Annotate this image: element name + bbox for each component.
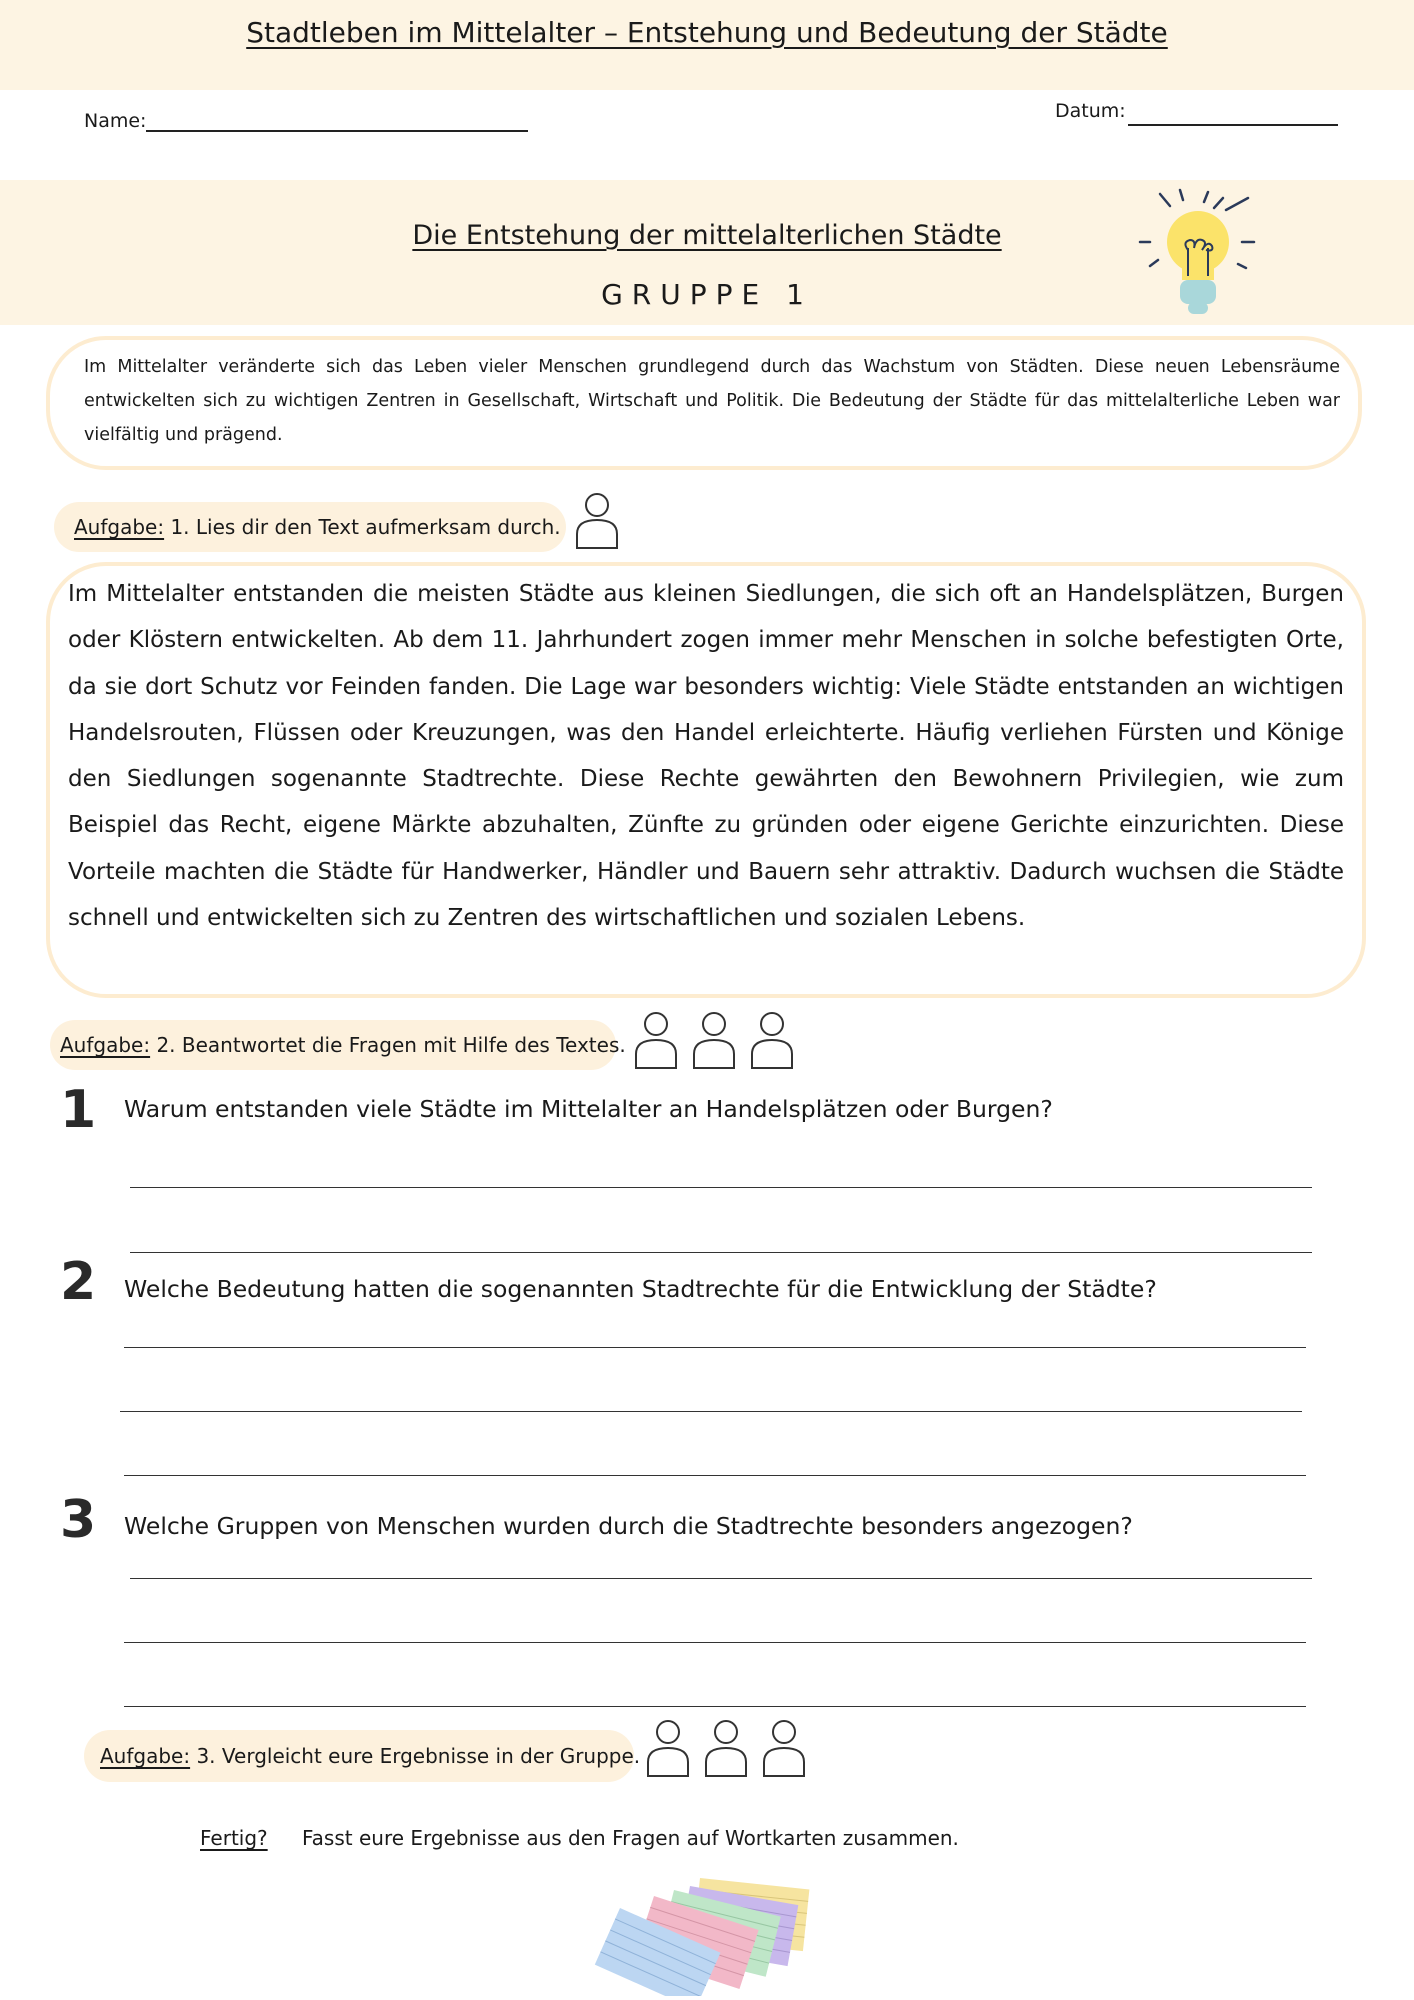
question-2-text: Welche Bedeutung hatten die sogenannten Stadtrechte für die Entwicklung der Städte?	[124, 1275, 1157, 1303]
section-title: Die Entstehung der mittelalterlichen Städte	[412, 220, 1002, 251]
task-3-pill	[84, 1730, 641, 1782]
task-2-pill	[50, 1020, 626, 1070]
answer-line[interactable]	[124, 1347, 1306, 1348]
answer-line[interactable]	[124, 1475, 1306, 1476]
question-1-text: Warum entstanden viele Städte im Mittelalter an Handelsplätzen oder Burgen?	[124, 1095, 1053, 1123]
question-3-text: Welche Gruppen von Menschen wurden durch die Stadtrechte besonders angezogen?	[124, 1512, 1133, 1540]
date-label: Datum:	[1055, 100, 1126, 122]
task-1-pill	[54, 502, 566, 552]
answer-line[interactable]	[124, 1642, 1306, 1643]
name-label: Name:	[84, 110, 147, 132]
answer-line[interactable]	[120, 1411, 1302, 1412]
page-title: Stadtleben im Mittelalter – Entstehung und Bedeutung der Städte	[246, 16, 1168, 49]
date-field[interactable]	[1128, 124, 1338, 126]
task-2-label: Aufgabe:	[60, 1033, 151, 1057]
task-2-text: 2. Beantwortet die Fragen mit Hilfe des Textes.	[150, 1033, 626, 1057]
person-icon	[574, 490, 620, 552]
main-text: Im Mittelalter entstanden die meisten Städte aus kleinen Siedlungen, die sich oft an Handelsplätzen, Burgen oder Klöstern entwickelten. Ab dem 11. Jahrhundert zogen immer mehr Menschen in solche befestigten Orte, da sie dort Schutz vor Feinden fanden. Die Lage war besonders wichtig: Viele Städte entstanden an wichtigen Handelsrouten, Flüssen oder Kreuzungen, was den Handel erleichterte. Häufig verliehen Fürsten und Könige den Siedlungen sogenannte Stadtrechte. Diese Rechte gewährten den Bewohnern Privilegien, wie zum Beispiel das Recht, eigene Märkte abzuhalten, Zünfte zu gründen oder eigene Gerichte einzurichten. Diese Vorteile machten die Städte für Handwerker, Händler und Bauern sehr attraktiv. Dadurch wuchsen die Städte schnell und entwickelten sich zu Zentren des wirtschaftlichen und sozialen Lebens.	[68, 581, 1344, 932]
word-cards-icon	[590, 1866, 830, 1996]
group-icon	[632, 1010, 796, 1072]
task-1-label: Aufgabe:	[74, 515, 165, 539]
question-3-number: 3	[60, 1490, 97, 1550]
group-icon	[644, 1718, 808, 1780]
question-2-number: 2	[60, 1252, 97, 1312]
answer-line[interactable]	[124, 1706, 1306, 1707]
finish-text: Fasst eure Ergebnisse aus den Fragen auf Wortkarten zusammen.	[302, 1826, 959, 1850]
answer-line[interactable]	[130, 1578, 1312, 1579]
question-1-number: 1	[60, 1080, 97, 1140]
task-1-text: 1. Lies dir den Text aufmerksam durch.	[164, 515, 561, 539]
name-field[interactable]	[146, 130, 528, 132]
lightbulb-icon	[1138, 186, 1258, 322]
task-3-text: 3. Vergleicht eure Ergebnisse in der Gruppe.	[190, 1744, 641, 1768]
group-label: GRUPPE 1	[601, 278, 813, 311]
answer-line[interactable]	[130, 1187, 1312, 1188]
finish-label: Fertig?	[200, 1826, 268, 1850]
intro-text: Im Mittelalter veränderte sich das Leben vieler Menschen grundlegend durch das Wachstum von Städten. Diese neuen Lebensräume entwickelten sich zu wichtigen Zentren in Gesellschaft, Wirtschaft und Politik. Die Bedeutung der Städte für das mittelalterliche Leben war vielfältig und prägend.	[84, 357, 1340, 445]
answer-line[interactable]	[130, 1252, 1312, 1253]
task-3-label: Aufgabe:	[100, 1744, 191, 1768]
